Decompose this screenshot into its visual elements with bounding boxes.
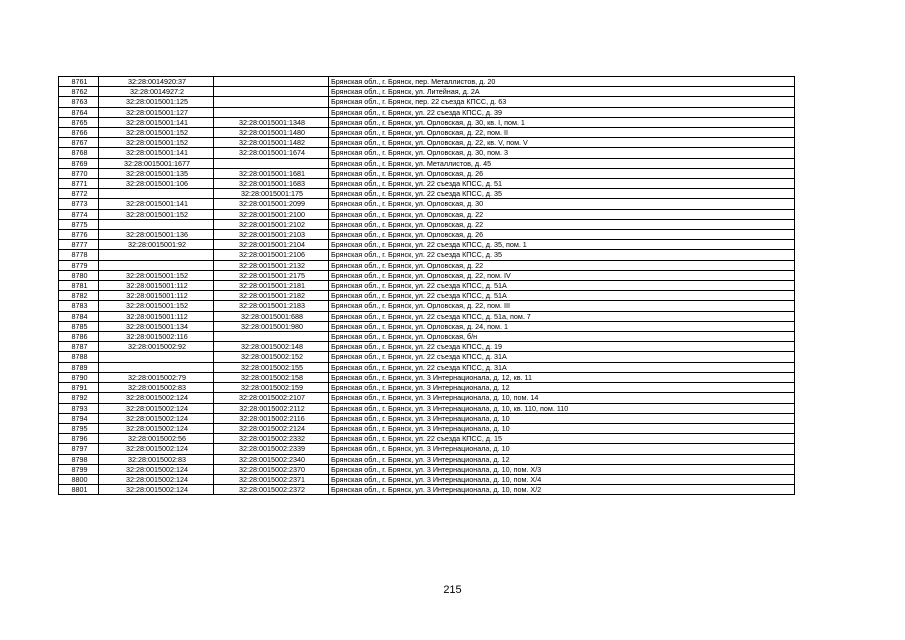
land-cadastral-number-cell: 32:28:0015002:124 bbox=[99, 474, 214, 484]
table-row bbox=[59, 260, 795, 270]
address-cell: Брянская обл., г. Брянск, ул. 3 Интернационала, д. 10 bbox=[329, 444, 795, 454]
land-cadastral-number-cell bbox=[99, 250, 214, 260]
table-body bbox=[59, 77, 795, 495]
row-number-cell: 8798 bbox=[59, 454, 99, 464]
building-cadastral-number-cell: 32:28:0015001:1480 bbox=[214, 128, 329, 138]
table-row bbox=[59, 138, 795, 148]
row-number-cell: 8801 bbox=[59, 485, 99, 495]
building-cadastral-number-cell: 32:28:0015001:2132 bbox=[214, 260, 329, 270]
building-cadastral-number-cell: 32:28:0015001:1482 bbox=[214, 138, 329, 148]
address-cell: Брянская обл., г. Брянск, ул. 22 съезда КПСС, д. 35, пом. 1 bbox=[329, 240, 795, 250]
address-cell: Брянская обл., г. Брянск, ул. 22 съезда КПСС, д. 51А bbox=[329, 291, 795, 301]
building-cadastral-number-cell bbox=[214, 107, 329, 117]
address-cell: Брянская обл., г. Брянск, ул. Металлистов, д. 45 bbox=[329, 158, 795, 168]
table-row bbox=[59, 403, 795, 413]
building-cadastral-number-cell: 32:28:0015002:159 bbox=[214, 383, 329, 393]
building-cadastral-number-cell: 32:28:0015001:2102 bbox=[214, 219, 329, 229]
row-number-cell: 8776 bbox=[59, 230, 99, 240]
building-cadastral-number-cell: 32:28:0015002:158 bbox=[214, 372, 329, 382]
building-cadastral-number-cell: 32:28:0015001:980 bbox=[214, 321, 329, 331]
address-cell: Брянская обл., г. Брянск, ул. Литейная, д. 2А bbox=[329, 87, 795, 97]
table-row bbox=[59, 250, 795, 260]
row-number-cell: 8794 bbox=[59, 413, 99, 423]
row-number-cell: 8770 bbox=[59, 168, 99, 178]
address-cell: Брянская обл., г. Брянск, ул. 3 Интернационала, д. 10, пом. Х/3 bbox=[329, 464, 795, 474]
address-cell: Брянская обл., г. Брянск, ул. Орловская, д. 22, пом. III bbox=[329, 301, 795, 311]
row-number-cell: 8777 bbox=[59, 240, 99, 250]
row-number-cell: 8781 bbox=[59, 281, 99, 291]
row-number-cell: 8778 bbox=[59, 250, 99, 260]
table-row bbox=[59, 107, 795, 117]
address-cell: Брянская обл., г. Брянск, ул. 3 Интернационала, д. 12, кв. 11 bbox=[329, 372, 795, 382]
address-cell: Брянская обл., г. Брянск, ул. 22 съезда КПСС, д. 39 bbox=[329, 107, 795, 117]
table-row bbox=[59, 362, 795, 372]
building-cadastral-number-cell bbox=[214, 97, 329, 107]
address-cell: Брянская обл., г. Брянск, ул. 22 съезда КПСС, д. 51 bbox=[329, 179, 795, 189]
address-cell: Брянская обл., г. Брянск, ул. Орловская, б/н bbox=[329, 332, 795, 342]
address-cell: Брянская обл., г. Брянск, пер. Металлистов, д. 20 bbox=[329, 77, 795, 87]
table-row bbox=[59, 301, 795, 311]
land-cadastral-number-cell: 32:28:0015002:124 bbox=[99, 444, 214, 454]
address-cell: Брянская обл., г. Брянск, ул. 3 Интернационала, д. 10 bbox=[329, 423, 795, 433]
row-number-cell: 8761 bbox=[59, 77, 99, 87]
table-row bbox=[59, 444, 795, 454]
land-cadastral-number-cell: 32:28:0015001:135 bbox=[99, 168, 214, 178]
table-row bbox=[59, 434, 795, 444]
land-cadastral-number-cell: 32:28:0015001:152 bbox=[99, 209, 214, 219]
address-cell: Брянская обл., г. Брянск, ул. 22 съезда КПСС, д. 15 bbox=[329, 434, 795, 444]
building-cadastral-number-cell: 32:28:0015002:2340 bbox=[214, 454, 329, 464]
land-cadastral-number-cell: 32:28:0015001:92 bbox=[99, 240, 214, 250]
row-number-cell: 8790 bbox=[59, 372, 99, 382]
land-cadastral-number-cell: 32:28:0014920:37 bbox=[99, 77, 214, 87]
row-number-cell: 8774 bbox=[59, 209, 99, 219]
building-cadastral-number-cell: 32:28:0015001:2182 bbox=[214, 291, 329, 301]
address-cell: Брянская обл., г. Брянск, ул. 3 Интернационала, д. 12 bbox=[329, 454, 795, 464]
cadastral-table bbox=[58, 76, 795, 495]
table-row bbox=[59, 189, 795, 199]
address-cell: Брянская обл., г. Брянск, ул. 3 Интернационала, д. 10, пом. Х/2 bbox=[329, 485, 795, 495]
building-cadastral-number-cell: 32:28:0015001:2183 bbox=[214, 301, 329, 311]
building-cadastral-number-cell: 32:28:0015002:152 bbox=[214, 352, 329, 362]
table-row bbox=[59, 474, 795, 484]
table-row bbox=[59, 485, 795, 495]
land-cadastral-number-cell: 32:28:0015002:124 bbox=[99, 423, 214, 433]
building-cadastral-number-cell: 32:28:0015001:2104 bbox=[214, 240, 329, 250]
table-row bbox=[59, 454, 795, 464]
land-cadastral-number-cell: 32:28:0015002:116 bbox=[99, 332, 214, 342]
land-cadastral-number-cell bbox=[99, 189, 214, 199]
address-cell: Брянская обл., г. Брянск, ул. Орловская, д. 26 bbox=[329, 230, 795, 240]
table-row bbox=[59, 383, 795, 393]
building-cadastral-number-cell: 32:28:0015001:1681 bbox=[214, 168, 329, 178]
row-number-cell: 8762 bbox=[59, 87, 99, 97]
table-row bbox=[59, 97, 795, 107]
table-row bbox=[59, 199, 795, 209]
address-cell: Брянская обл., г. Брянск, ул. 22 съезда КПСС, д. 51А bbox=[329, 281, 795, 291]
address-cell: Брянская обл., г. Брянск, ул. Орловская, д. 22, пом. IV bbox=[329, 270, 795, 280]
land-cadastral-number-cell: 32:28:0015001:141 bbox=[99, 148, 214, 158]
address-cell: Брянская обл., г. Брянск, ул. 3 Интернационала, д. 10, пом. Х/4 bbox=[329, 474, 795, 484]
address-cell: Брянская обл., г. Брянск, ул. Орловская, д. 26 bbox=[329, 168, 795, 178]
land-cadastral-number-cell: 32:28:0015001:106 bbox=[99, 179, 214, 189]
row-number-cell: 8772 bbox=[59, 189, 99, 199]
table-row bbox=[59, 332, 795, 342]
address-cell: Брянская обл., г. Брянск, пер. 22 съезда КПСС, д. 63 bbox=[329, 97, 795, 107]
address-cell: Брянская обл., г. Брянск, ул. Орловская, д. 22 bbox=[329, 209, 795, 219]
building-cadastral-number-cell: 32:28:0015002:2371 bbox=[214, 474, 329, 484]
land-cadastral-number-cell: 32:28:0015002:92 bbox=[99, 342, 214, 352]
table-row bbox=[59, 393, 795, 403]
table-row bbox=[59, 209, 795, 219]
land-cadastral-number-cell bbox=[99, 260, 214, 270]
row-number-cell: 8783 bbox=[59, 301, 99, 311]
building-cadastral-number-cell bbox=[214, 87, 329, 97]
address-cell: Брянская обл., г. Брянск, ул. 22 съезда КПСС, д. 19 bbox=[329, 342, 795, 352]
land-cadastral-number-cell: 32:28:0015002:83 bbox=[99, 383, 214, 393]
building-cadastral-number-cell: 32:28:0015001:2100 bbox=[214, 209, 329, 219]
building-cadastral-number-cell: 32:28:0015002:2124 bbox=[214, 423, 329, 433]
building-cadastral-number-cell: 32:28:0015001:2099 bbox=[214, 199, 329, 209]
row-number-cell: 8795 bbox=[59, 423, 99, 433]
building-cadastral-number-cell: 32:28:0015002:2332 bbox=[214, 434, 329, 444]
address-cell: Брянская обл., г. Брянск, ул. 3 Интернационала, д. 10 bbox=[329, 413, 795, 423]
row-number-cell: 8791 bbox=[59, 383, 99, 393]
address-cell: Брянская обл., г. Брянск, ул. 22 съезда КПСС, д. 31А bbox=[329, 352, 795, 362]
land-cadastral-number-cell: 32:28:0015002:124 bbox=[99, 403, 214, 413]
land-cadastral-number-cell: 32:28:0015002:124 bbox=[99, 464, 214, 474]
building-cadastral-number-cell bbox=[214, 332, 329, 342]
building-cadastral-number-cell: 32:28:0015001:175 bbox=[214, 189, 329, 199]
land-cadastral-number-cell: 32:28:0015001:141 bbox=[99, 117, 214, 127]
row-number-cell: 8786 bbox=[59, 332, 99, 342]
row-number-cell: 8765 bbox=[59, 117, 99, 127]
building-cadastral-number-cell: 32:28:0015002:2107 bbox=[214, 393, 329, 403]
table-row bbox=[59, 87, 795, 97]
building-cadastral-number-cell: 32:28:0015001:2175 bbox=[214, 270, 329, 280]
land-cadastral-number-cell: 32:28:0015001:152 bbox=[99, 301, 214, 311]
row-number-cell: 8769 bbox=[59, 158, 99, 168]
row-number-cell: 8800 bbox=[59, 474, 99, 484]
land-cadastral-number-cell: 32:28:0015002:124 bbox=[99, 485, 214, 495]
land-cadastral-number-cell: 32:28:0015002:79 bbox=[99, 372, 214, 382]
table-row bbox=[59, 311, 795, 321]
row-number-cell: 8797 bbox=[59, 444, 99, 454]
building-cadastral-number-cell: 32:28:0015002:2372 bbox=[214, 485, 329, 495]
building-cadastral-number-cell: 32:28:0015001:2103 bbox=[214, 230, 329, 240]
table-row bbox=[59, 168, 795, 178]
row-number-cell: 8796 bbox=[59, 434, 99, 444]
table-row bbox=[59, 352, 795, 362]
row-number-cell: 8771 bbox=[59, 179, 99, 189]
address-cell: Брянская обл., г. Брянск, ул. Орловская, д. 22 bbox=[329, 260, 795, 270]
building-cadastral-number-cell: 32:28:0015002:2370 bbox=[214, 464, 329, 474]
land-cadastral-number-cell: 32:28:0015001:125 bbox=[99, 97, 214, 107]
table-row bbox=[59, 321, 795, 331]
page-number: 215 bbox=[443, 584, 462, 596]
table-row bbox=[59, 158, 795, 168]
table-row bbox=[59, 342, 795, 352]
address-cell: Брянская обл., г. Брянск, ул. 22 съезда КПСС, д. 35 bbox=[329, 189, 795, 199]
table-row bbox=[59, 219, 795, 229]
address-cell: Брянская обл., г. Брянск, ул. 3 Интернационала, д. 10, кв. 110, пом. 110 bbox=[329, 403, 795, 413]
table-row bbox=[59, 77, 795, 87]
land-cadastral-number-cell: 32:28:0015002:124 bbox=[99, 393, 214, 403]
table-row bbox=[59, 413, 795, 423]
address-cell: Брянская обл., г. Брянск, ул. Орловская, д. 30 bbox=[329, 199, 795, 209]
address-cell: Брянская обл., г. Брянск, ул. 22 съезда КПСС, д. 51а, пом. 7 bbox=[329, 311, 795, 321]
table-row bbox=[59, 464, 795, 474]
building-cadastral-number-cell: 32:28:0015002:2116 bbox=[214, 413, 329, 423]
address-cell: Брянская обл., г. Брянск, ул. 22 съезда КПСС, д. 35 bbox=[329, 250, 795, 260]
land-cadastral-number-cell: 32:28:0015001:136 bbox=[99, 230, 214, 240]
address-cell: Брянская обл., г. Брянск, ул. 3 Интернационала, д. 12 bbox=[329, 383, 795, 393]
land-cadastral-number-cell: 32:28:0015001:112 bbox=[99, 311, 214, 321]
table-row bbox=[59, 128, 795, 138]
land-cadastral-number-cell: 32:28:0015001:1677 bbox=[99, 158, 214, 168]
row-number-cell: 8785 bbox=[59, 321, 99, 331]
land-cadastral-number-cell: 32:28:0015001:141 bbox=[99, 199, 214, 209]
row-number-cell: 8780 bbox=[59, 270, 99, 280]
row-number-cell: 8784 bbox=[59, 311, 99, 321]
row-number-cell: 8768 bbox=[59, 148, 99, 158]
table-row bbox=[59, 270, 795, 280]
land-cadastral-number-cell bbox=[99, 219, 214, 229]
building-cadastral-number-cell: 32:28:0015001:1348 bbox=[214, 117, 329, 127]
row-number-cell: 8793 bbox=[59, 403, 99, 413]
address-cell: Брянская обл., г. Брянск, ул. Орловская, д. 22, пом. II bbox=[329, 128, 795, 138]
row-number-cell: 8788 bbox=[59, 352, 99, 362]
land-cadastral-number-cell: 32:28:0015001:152 bbox=[99, 138, 214, 148]
row-number-cell: 8764 bbox=[59, 107, 99, 117]
row-number-cell: 8799 bbox=[59, 464, 99, 474]
address-cell: Брянская обл., г. Брянск, ул. Орловская, д. 22, кв. V, пом. V bbox=[329, 138, 795, 148]
table-row bbox=[59, 423, 795, 433]
row-number-cell: 8773 bbox=[59, 199, 99, 209]
table-row bbox=[59, 117, 795, 127]
building-cadastral-number-cell: 32:28:0015002:2112 bbox=[214, 403, 329, 413]
building-cadastral-number-cell: 32:28:0015001:2106 bbox=[214, 250, 329, 260]
row-number-cell: 8775 bbox=[59, 219, 99, 229]
land-cadastral-number-cell: 32:28:0015002:56 bbox=[99, 434, 214, 444]
land-cadastral-number-cell: 32:28:0015001:112 bbox=[99, 281, 214, 291]
address-cell: Брянская обл., г. Брянск, ул. 3 Интернационала, д. 10, пом. 14 bbox=[329, 393, 795, 403]
address-cell: Брянская обл., г. Брянск, ул. Орловская, д. 30, кв. I, пом. 1 bbox=[329, 117, 795, 127]
building-cadastral-number-cell: 32:28:0015002:155 bbox=[214, 362, 329, 372]
building-cadastral-number-cell: 32:28:0015001:1674 bbox=[214, 148, 329, 158]
row-number-cell: 8782 bbox=[59, 291, 99, 301]
row-number-cell: 8792 bbox=[59, 393, 99, 403]
land-cadastral-number-cell: 32:28:0015001:112 bbox=[99, 291, 214, 301]
table-row bbox=[59, 240, 795, 250]
row-number-cell: 8767 bbox=[59, 138, 99, 148]
land-cadastral-number-cell: 32:28:0015002:124 bbox=[99, 413, 214, 423]
row-number-cell: 8779 bbox=[59, 260, 99, 270]
building-cadastral-number-cell: 32:28:0015001:688 bbox=[214, 311, 329, 321]
table-row bbox=[59, 372, 795, 382]
table-row bbox=[59, 291, 795, 301]
land-cadastral-number-cell: 32:28:0015002:83 bbox=[99, 454, 214, 464]
table-row bbox=[59, 179, 795, 189]
table-row bbox=[59, 230, 795, 240]
table-row bbox=[59, 281, 795, 291]
building-cadastral-number-cell: 32:28:0015001:2181 bbox=[214, 281, 329, 291]
address-cell: Брянская обл., г. Брянск, ул. 22 съезда КПСС, д. 31А bbox=[329, 362, 795, 372]
building-cadastral-number-cell: 32:28:0015002:148 bbox=[214, 342, 329, 352]
row-number-cell: 8763 bbox=[59, 97, 99, 107]
land-cadastral-number-cell: 32:28:0015001:127 bbox=[99, 107, 214, 117]
land-cadastral-number-cell bbox=[99, 362, 214, 372]
row-number-cell: 8789 bbox=[59, 362, 99, 372]
land-cadastral-number-cell: 32:28:0015001:134 bbox=[99, 321, 214, 331]
building-cadastral-number-cell: 32:28:0015002:2339 bbox=[214, 444, 329, 454]
table-row bbox=[59, 148, 795, 158]
building-cadastral-number-cell bbox=[214, 158, 329, 168]
row-number-cell: 8766 bbox=[59, 128, 99, 138]
land-cadastral-number-cell: 32:28:0015001:152 bbox=[99, 128, 214, 138]
building-cadastral-number-cell bbox=[214, 77, 329, 87]
address-cell: Брянская обл., г. Брянск, ул. Орловская, д. 24, пом. 1 bbox=[329, 321, 795, 331]
building-cadastral-number-cell: 32:28:0015001:1683 bbox=[214, 179, 329, 189]
land-cadastral-number-cell: 32:28:0015001:152 bbox=[99, 270, 214, 280]
row-number-cell: 8787 bbox=[59, 342, 99, 352]
address-cell: Брянская обл., г. Брянск, ул. Орловская, д. 22 bbox=[329, 219, 795, 229]
land-cadastral-number-cell bbox=[99, 352, 214, 362]
address-cell: Брянская обл., г. Брянск, ул. Орловская, д. 30, пом. 3 bbox=[329, 148, 795, 158]
land-cadastral-number-cell: 32:28:0014927:2 bbox=[99, 87, 214, 97]
